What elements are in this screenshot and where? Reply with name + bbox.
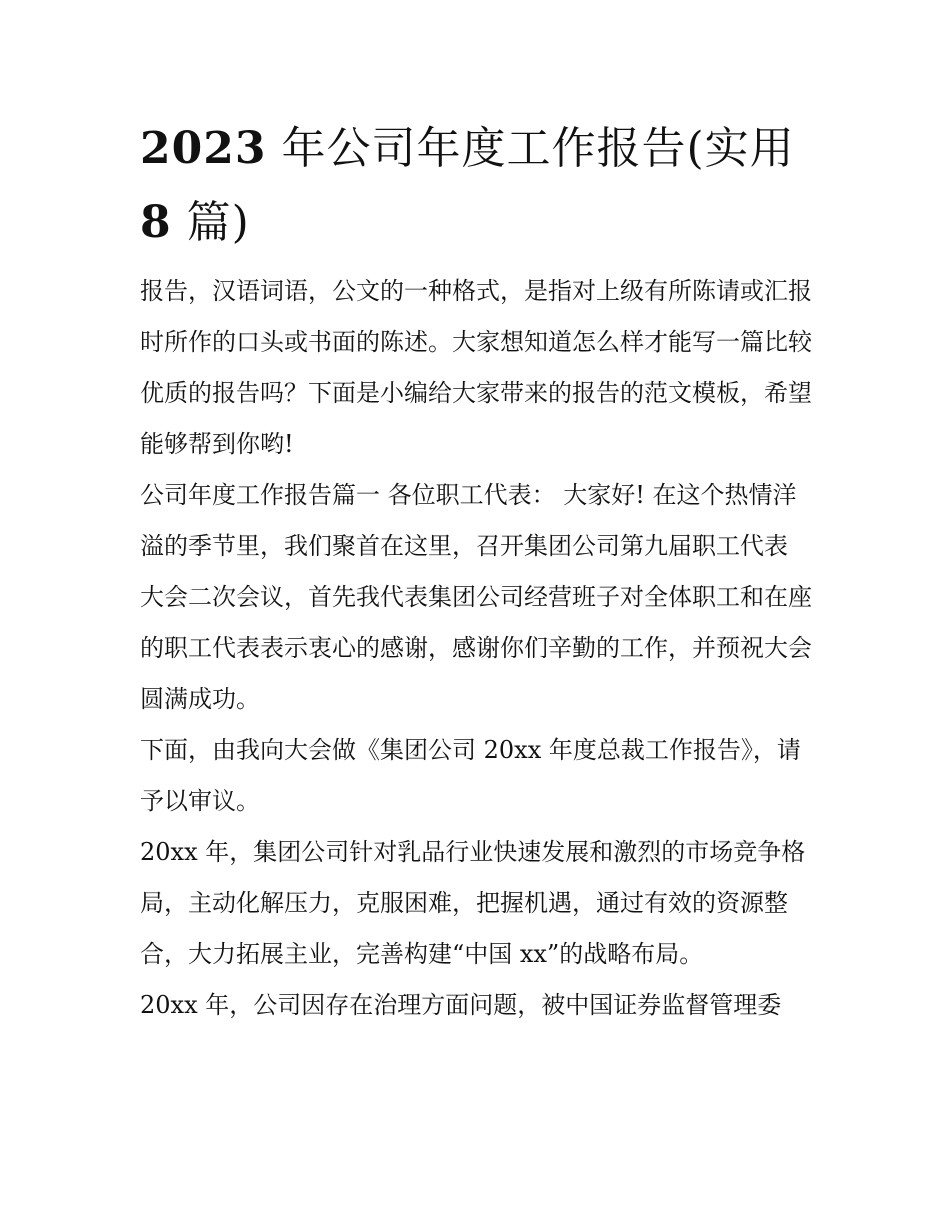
paragraph-thanks: 大会二次会议，首先我代表集团公司经营班子对全体职工和在座的职工代表表示衷心的感谢，感谢你们辛勤的工作，并预祝大会圆满成功。 [140, 583, 812, 713]
paragraph-governance: 20xx 年，公司因存在治理方面问题，被中国证券监督管理委 [140, 991, 782, 1019]
title-text-part-2: 篇) [171, 197, 250, 248]
paragraph-greeting: 公司年度工作报告篇一 各位职工代表： 大家好! 在这个热情洋溢的季节里，我们聚首在这里，召开集团公司第九届职工代表 [140, 481, 797, 560]
title-year: 2023 [140, 123, 267, 174]
paragraph-strategy: 20xx 年，集团公司针对乳品行业快速发展和激烈的市场竞争格局，主动化解压力，克服困难，把握机遇，通过有效的资源整合，大力拓展主业，完善构建“中国 xx”的战略布局。 [140, 838, 806, 968]
document-body [140, 112, 812, 1031]
title-text-part-1: 年公司年度工作报告(实用 [266, 123, 795, 174]
paragraph-intro: 报告，汉语词语，公文的一种格式，是指对上级有所陈请或汇报时所作的口头或书面的陈述。大家想知道怎么样才能写一篇比较优质的报告吗？下面是小编给大家带来的报告的范文模板，希望能够帮到你哟! [140, 277, 812, 458]
title-number: 8 [140, 197, 172, 248]
paragraph-report-intro: 下面，由我向大会做《集团公司 20xx 年度总裁工作报告》，请予以审议。 [140, 736, 801, 815]
document-title [140, 112, 812, 260]
